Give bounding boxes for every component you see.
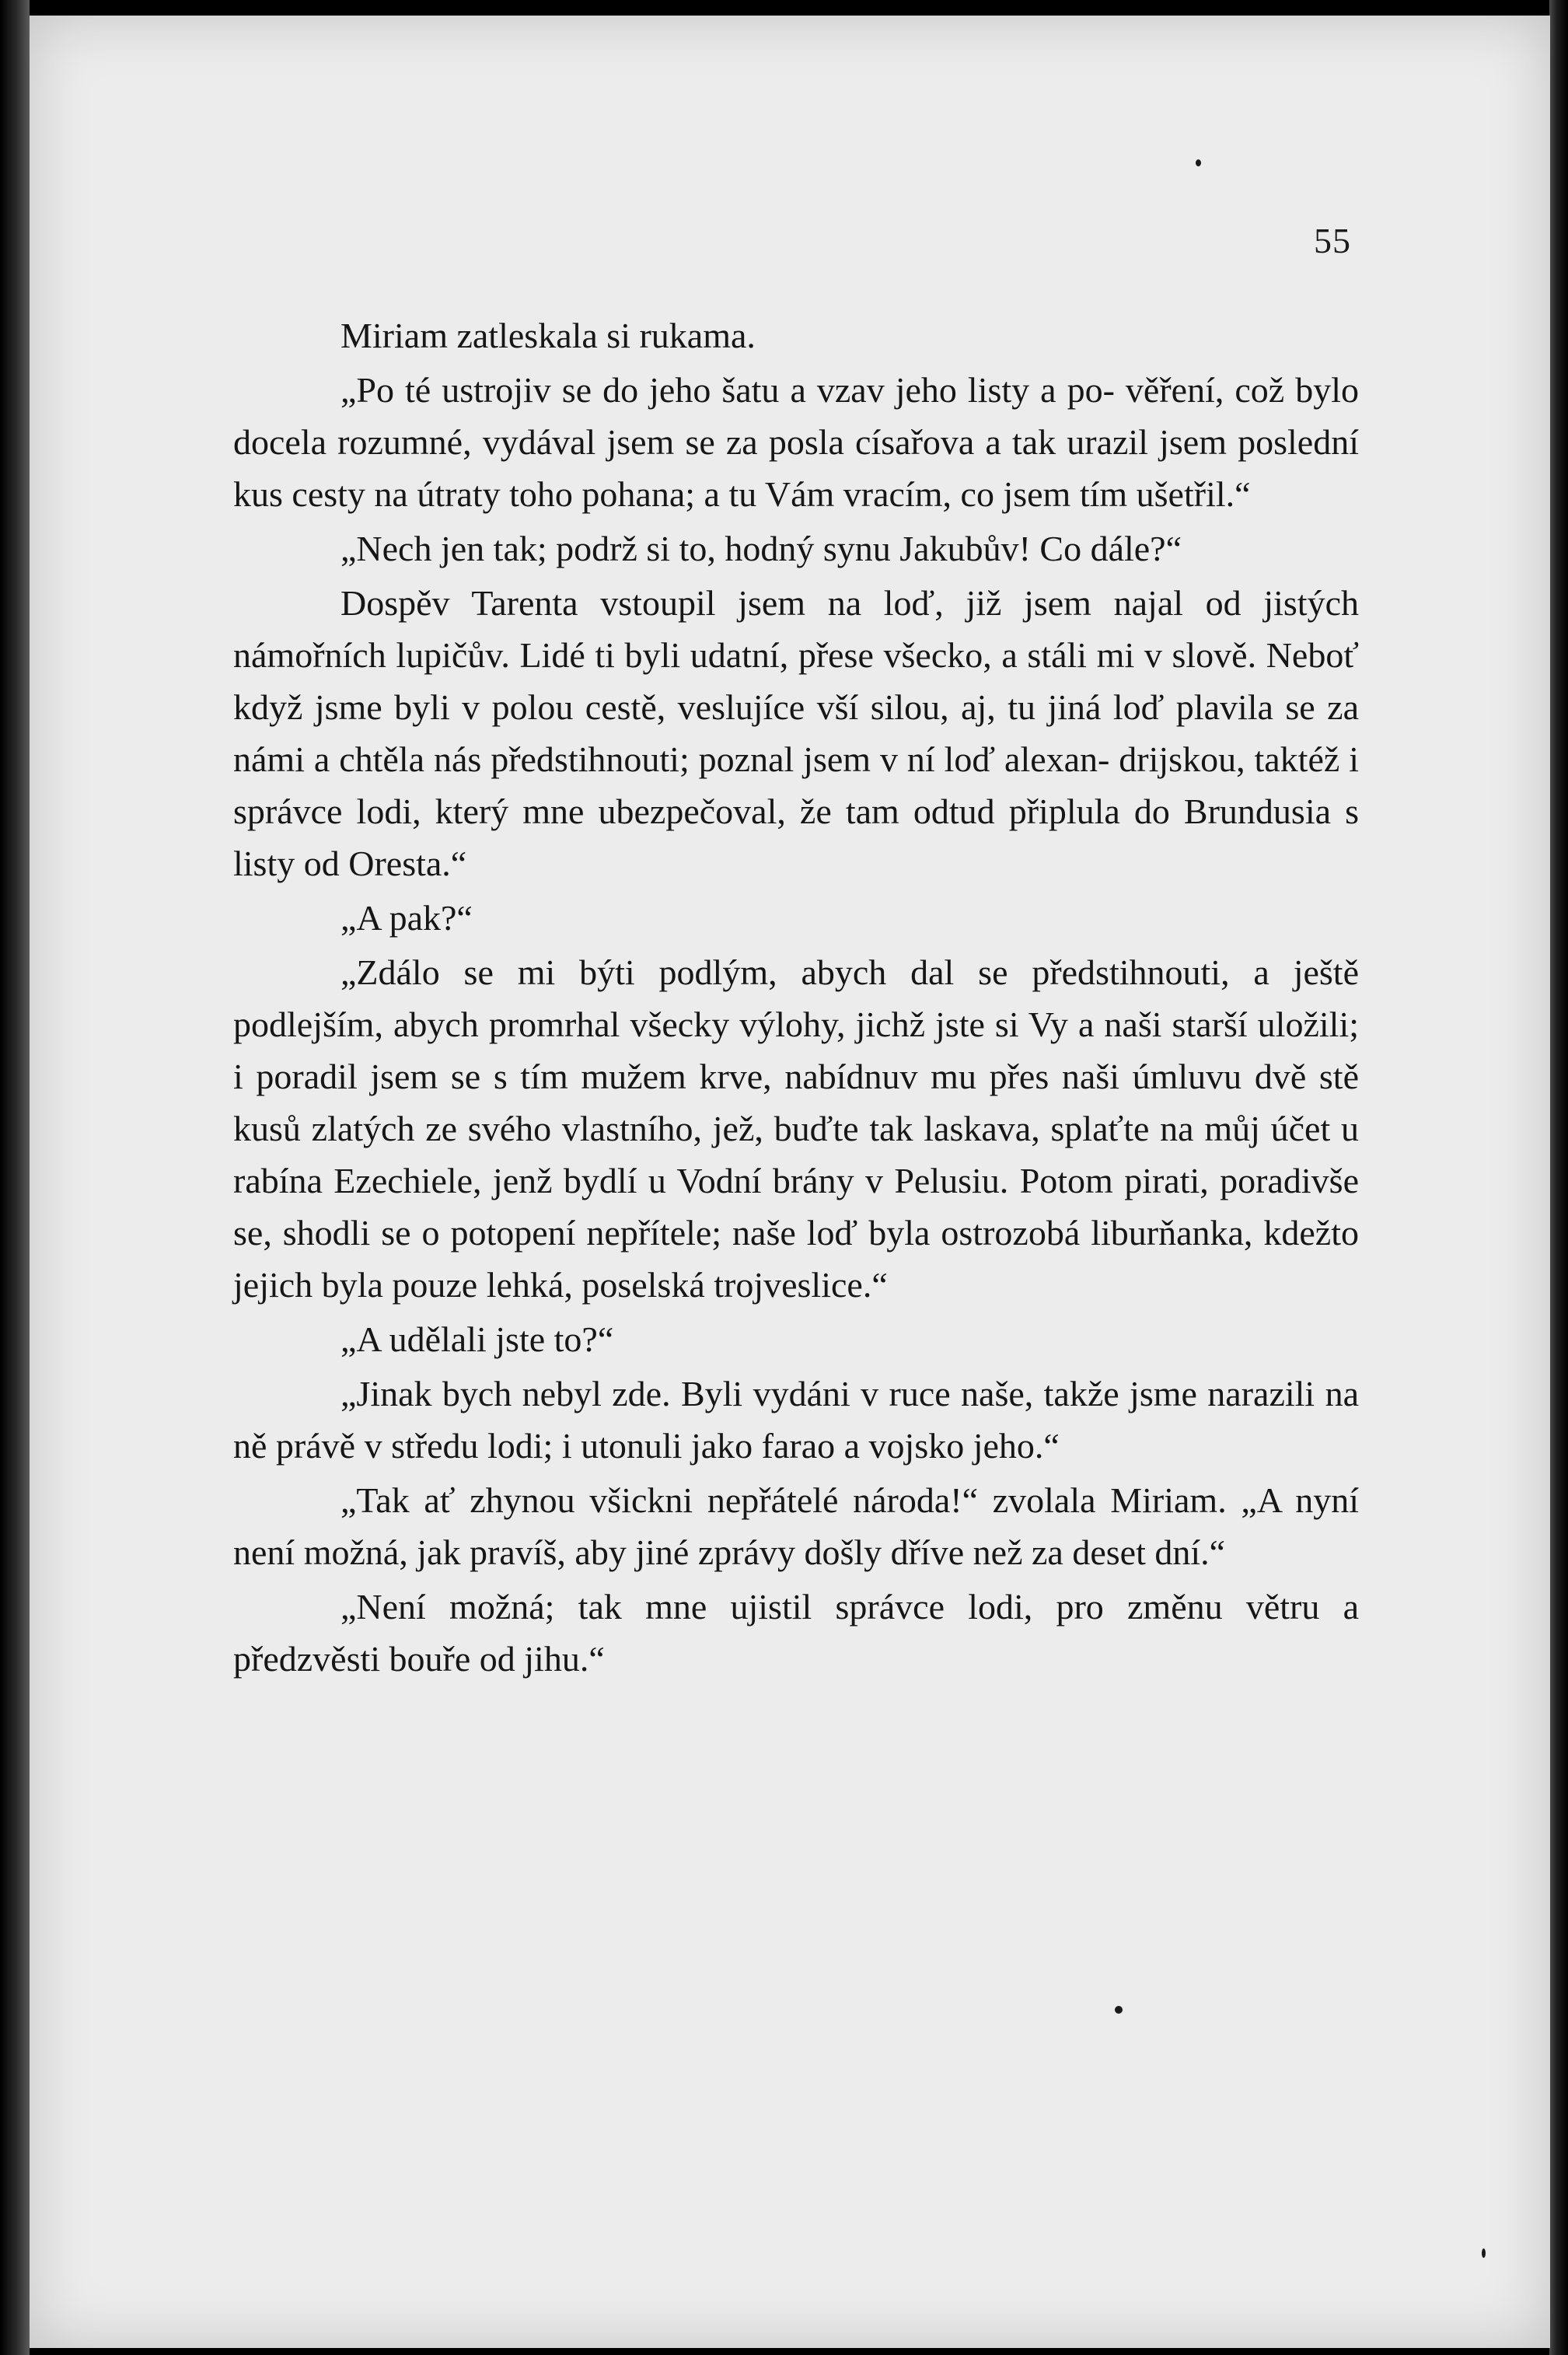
ink-speck (1482, 2248, 1486, 2258)
paragraph-9: „Tak ať zhynou všickni nepřátelé národa!“ zvolala Miriam. „A nyní není možná, jak pravíš, aby jiné zprávy došly dříve než za deset dní.“ (233, 1480, 1359, 1572)
page-text (233, 309, 1359, 1687)
paragraph-6: „Zdálo se mi býti podlým, abych dal se předstihnouti, a ještě podlejším, abych promrhal všecky výlohy, jichž jste si Vy a naši starší uložili; i poradil jsem se s tím mužem krve, nabídnuv mu přes naši úmluvu dvě stě kusů zlatých ze svého vlastního, jež, buďte tak laskava, splaťte na můj účet u rabína Ezechiele, jenž bydlí u Vodní brány v Pelusiu. Potom pirati, poradivše se, shodli se o potopení nepřítele; naše loď byla ostrozobá liburňanka, kdežto jejich byla pouze lehká, poselská trojveslice.“ (233, 952, 1359, 1305)
paragraph-10: „Není možná; tak mne ujistil správce lodi, pro změnu větru a předzvěsti bouře od jihu.“ (233, 1587, 1359, 1679)
page-number: 55 (1314, 221, 1351, 260)
paragraph-4: Dospěv Tarenta vstoupil jsem na loď, již jsem najal od jistých námořních lupičův. Lidé ti byli udatní, přese všecko, a stáli mi v slově. Neboť když jsme byli v polou cestě, veslujíce vší silou, aj, tu jiná loď plavila se za námi a chtěla nás předstihnouti; poznal jsem v ní loď alexan- drijskou, taktéž i správce lodi, který mne ubezpečoval, že tam odtud připlula do Brundusia s listy od Oresta.“ (233, 583, 1359, 883)
paragraph-3: „Nech jen tak; podrž si to, hodný synu Jakubův! Co dále?“ (340, 529, 1182, 568)
scan-left-border (0, 0, 30, 2355)
ink-speck (1196, 159, 1201, 166)
ink-speck (1115, 2006, 1123, 2014)
paragraph-2: „Po té ustrojiv se do jeho šatu a vzav jeho listy a po- věření, což bylo docela rozumné, vydával jsem se za posla císařova a tak urazil jsem poslední kus cesty na útraty toho pohana; a tu Vám vracím, co jsem tím ušetřil.“ (233, 370, 1359, 514)
paragraph-1: Miriam zatleskala si rukama. (340, 316, 756, 355)
scan-right-border (1549, 0, 1568, 2355)
paragraph-5: „A pak?“ (340, 898, 473, 938)
paragraph-7: „A udělali jste to?“ (340, 1319, 614, 1359)
paragraph-8: „Jinak bych nebyl zde. Byli vydáni v ruce naše, takže jsme narazili na ně právě v středu lodi; i utonuli jako farao a vojsko jeho.“ (233, 1374, 1359, 1466)
